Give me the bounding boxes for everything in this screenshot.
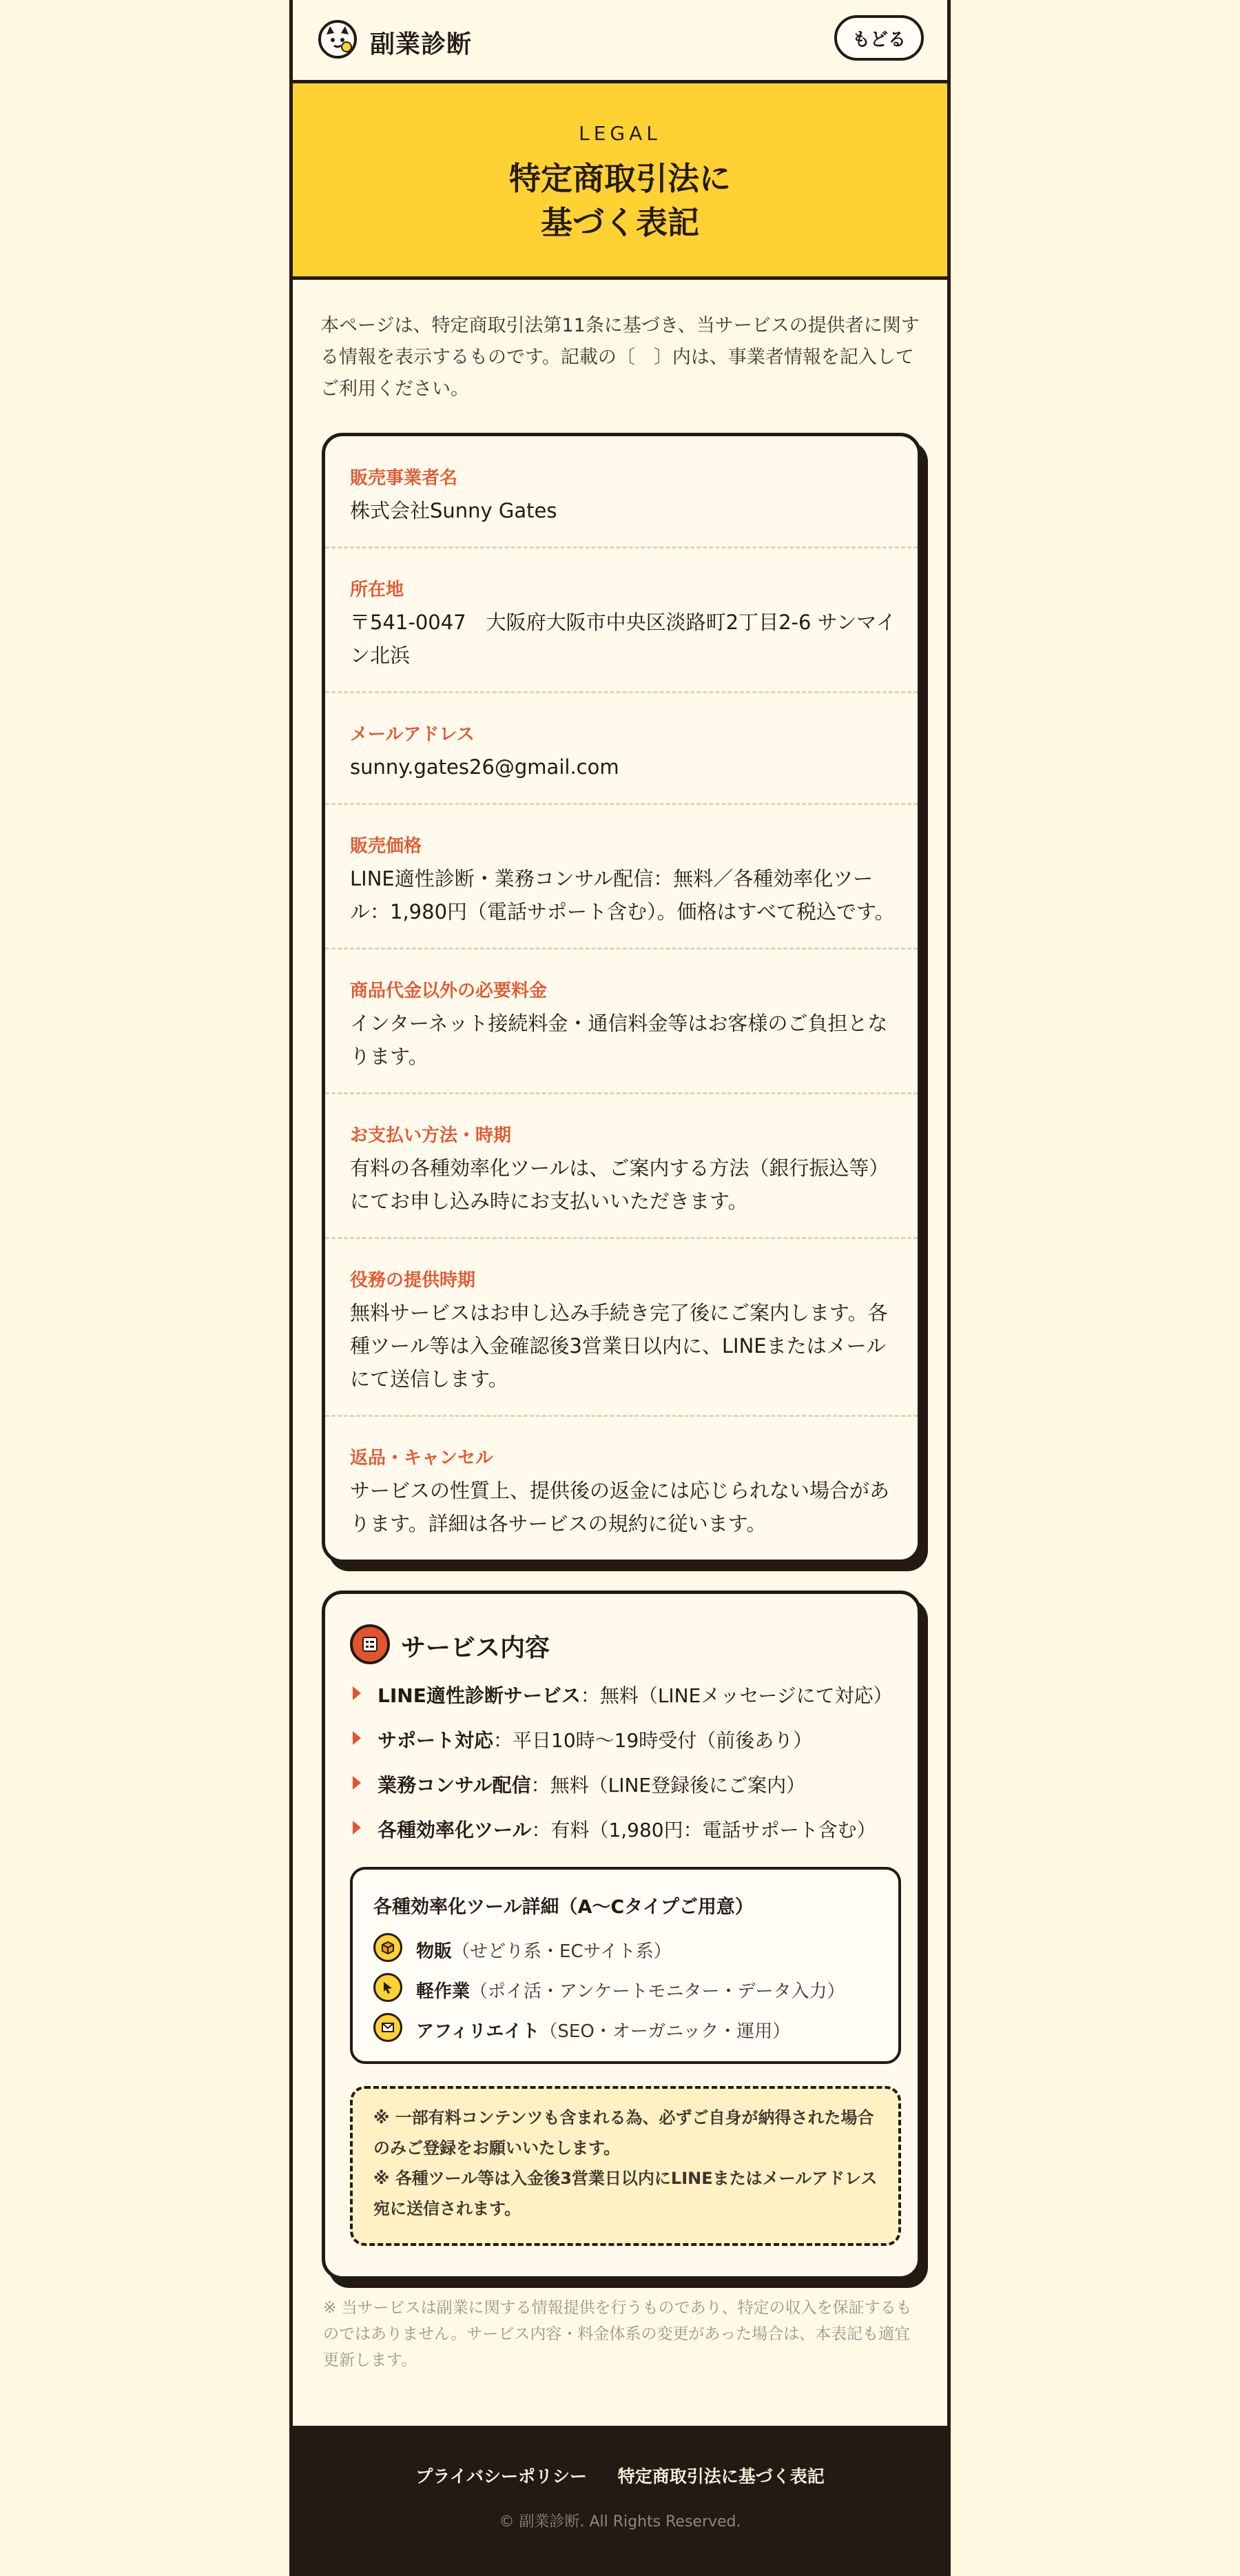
row-divider — [325, 1237, 918, 1239]
row-label-address: 所在地 — [350, 580, 404, 600]
service-title: サービス内容 — [401, 1634, 550, 1662]
row-label-refund: 返品・キャンセル — [350, 1448, 494, 1469]
page-column — [289, 0, 951, 2576]
row-divider — [325, 803, 918, 805]
row-label-price: 販売価格 — [350, 836, 422, 857]
cursor-icon — [373, 1973, 402, 2002]
tool-detail-name: 軽作業 — [416, 1981, 471, 2002]
tool-detail-name: アフィリエイト — [416, 2021, 540, 2042]
site-header — [293, 0, 947, 80]
row-value-refund: サービスの性質上、提供後の返金には応じられない場合があります。詳細は各サービスの規約に従います。 — [350, 1479, 890, 1535]
service-item — [350, 1679, 901, 1710]
row-divider — [325, 1415, 918, 1417]
footer-link-legal[interactable]: 特定商取引法に基づく表記 — [617, 2466, 825, 2486]
service-item — [350, 1814, 901, 1844]
row-value-address: 〒541-0047 大阪府大阪市中央区淡路町2丁目2-6 サンマイン北浜 — [350, 611, 896, 667]
service-item — [350, 1724, 901, 1755]
footer-link-privacy[interactable]: プライバシーポリシー — [415, 2466, 588, 2486]
row-divider — [325, 546, 918, 549]
package-icon — [373, 1933, 402, 1962]
row-label-seller: 販売事業者名 — [350, 468, 458, 489]
legal-info-card — [322, 433, 921, 1563]
tool-detail-desc: （せどり系・ECサイト系） — [452, 1941, 672, 1962]
bullet-triangle-icon — [353, 1821, 361, 1834]
row-label-email: メールアドレス — [350, 724, 475, 745]
row-value-seller: 株式会社Sunny Gates — [350, 499, 557, 522]
site-footer — [293, 2426, 947, 2576]
mail-icon — [373, 2013, 402, 2042]
brand-name[interactable]: 副業診断 — [370, 30, 473, 59]
tool-detail-title: 各種効率化ツール詳細（A〜Cタイプご用意） — [373, 1897, 754, 1918]
footer-links — [293, 2463, 947, 2488]
disclaimer-text: ※ 当サービスは副業に関する情報提供を行うものであり、特定の収入を保証するものではありません。サービス内容・料金体系の変更があった場合は、本表記も適宜更新します。 — [323, 2299, 912, 2369]
row-divider — [325, 948, 918, 950]
tool-detail-name: 物販 — [416, 1941, 453, 1962]
service-item-name: サポート対応 — [378, 1729, 494, 1752]
service-item-name: LINE適性診断サービス — [378, 1684, 581, 1707]
row-value-price: LINE適性診断・業務コンサル配信：無料／各種効率化ツール：1,980円（電話サポート含む）。価格はすべて税込です。 — [350, 867, 895, 923]
hero-banner — [293, 80, 947, 280]
service-card — [322, 1591, 921, 2280]
row-value-payment: 有料の各種効率化ツールは、ご案内する方法（銀行振込等）にてお申し込み時にお支払いいただきます。 — [350, 1156, 889, 1213]
service-item-desc: ：有料（1,980円：電話サポート含む） — [531, 1819, 876, 1841]
row-divider — [325, 1092, 918, 1094]
service-item-desc: ：無料（LINE登録後にご案内） — [530, 1774, 806, 1797]
hero-eyebrow: LEGAL — [579, 122, 661, 145]
copyright: © 副業診断. All Rights Reserved. — [499, 2513, 741, 2531]
service-item-desc: ：無料（LINEメッセージにて対応） — [580, 1684, 893, 1707]
notice-box — [350, 2086, 901, 2246]
service-item-desc: ：平日10時〜19時受付（前後あり） — [493, 1729, 813, 1752]
row-value-email[interactable]: sunny.gates26@gmail.com — [350, 755, 619, 779]
service-item-name: 各種効率化ツール — [378, 1819, 532, 1841]
service-item — [350, 1769, 901, 1799]
row-label-delivery: 役務の提供時期 — [350, 1270, 476, 1291]
back-button[interactable]: もどる — [834, 15, 924, 61]
page-title-line1: 特定商取引法に — [509, 160, 731, 197]
tool-detail-desc: （SEO・オーガニック・運用） — [539, 2021, 791, 2042]
tool-detail-desc: （ポイ活・アンケートモニター・データ入力） — [470, 1981, 845, 2002]
row-divider — [325, 691, 918, 693]
notice-line: ※ 一部有料コンテンツも含まれる為、必ずご自身が納得された場合のみご登録をお願いいたします。 — [373, 2108, 874, 2158]
row-label-payment: お支払い方法・時期 — [350, 1125, 512, 1146]
page-title-line2: 基づく表記 — [541, 204, 699, 241]
service-list-icon — [350, 1624, 390, 1664]
bullet-triangle-icon — [353, 1686, 361, 1700]
intro-text: 本ページは、特定商取引法第11条に基づき、当サービスの提供者に関する情報を表示するものです。記載の〔 〕内は、事業者情報を記入してご利用ください。 — [320, 315, 920, 400]
service-item-name: 業務コンサル配信 — [378, 1774, 531, 1797]
row-label-extra-fees: 商品代金以外の必要料金 — [350, 981, 548, 1001]
page-title — [293, 156, 947, 245]
bullet-triangle-icon — [353, 1776, 361, 1790]
notice-line: ※ 各種ツール等は入金後3営業日以内にLINEまたはメールアドレス宛に送信されます。 — [373, 2169, 878, 2218]
row-value-delivery: 無料サービスはお申し込み手続き完了後にご案内します。各種ツール等は入金確認後3営業日以内に、LINEまたはメールにて送信します。 — [350, 1301, 888, 1391]
logo-icon — [318, 19, 358, 59]
tool-detail-box — [350, 1867, 901, 2064]
bullet-triangle-icon — [353, 1731, 361, 1745]
row-value-extra-fees: インターネット接続料金・通信料金等はお客様のご負担となります。 — [350, 1012, 888, 1068]
